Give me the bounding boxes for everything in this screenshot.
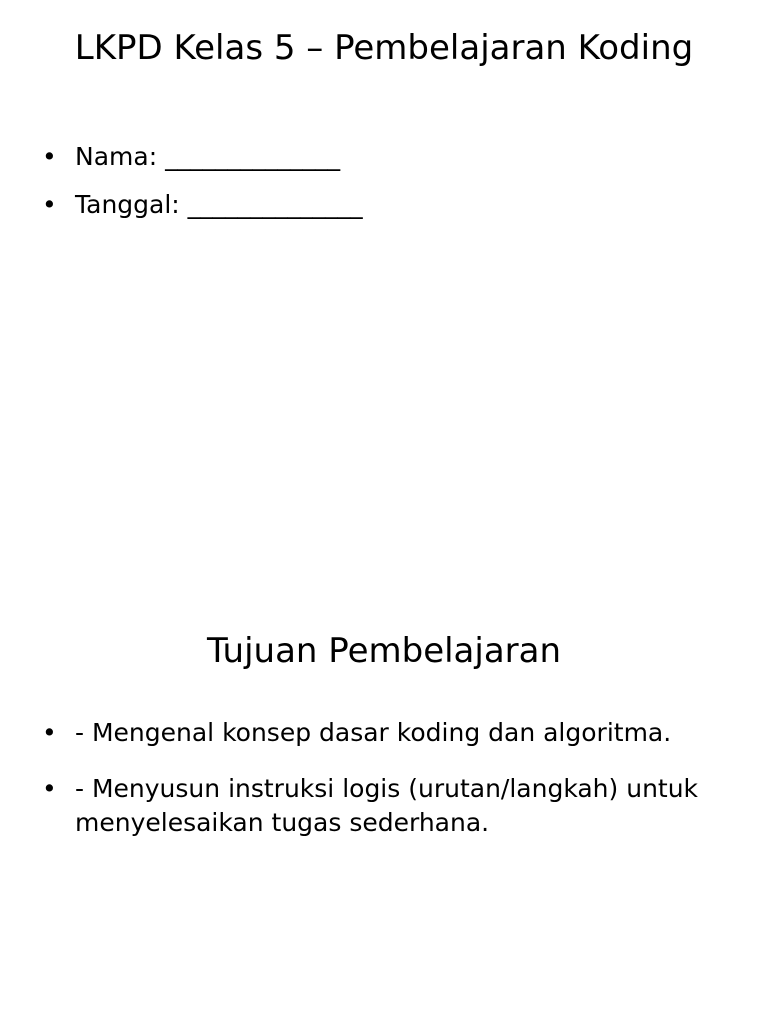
- slide-1-title: LKPD Kelas 5 – Pembelajaran Koding: [74, 28, 694, 68]
- slide-2: [0, 512, 768, 1024]
- bullet-dot-icon: •: [42, 774, 57, 803]
- slide-2-bullet-list: [42, 716, 728, 862]
- bullet-text: - Mengenal konsep dasar koding dan algoritma.: [75, 718, 672, 747]
- bullet-dot-icon: •: [42, 142, 57, 171]
- bullet-text: Tanggal: ______________: [75, 190, 363, 219]
- bullet-item-tanggal: [42, 188, 728, 222]
- bullet-text: - Menyusun instruksi logis (urutan/langkah) untuk menyelesaikan tugas sederhana.: [75, 774, 699, 837]
- bullet-item-nama: [42, 140, 728, 174]
- bullet-item-objective-1: [42, 716, 728, 750]
- bullet-dot-icon: •: [42, 190, 57, 219]
- bullet-dot-icon: •: [42, 718, 57, 747]
- bullet-text: Nama: ______________: [75, 142, 341, 171]
- slide-2-title: Tujuan Pembelajaran: [206, 631, 562, 671]
- slide-1-bullet-list: [42, 140, 728, 236]
- bullet-item-objective-2: [42, 772, 728, 840]
